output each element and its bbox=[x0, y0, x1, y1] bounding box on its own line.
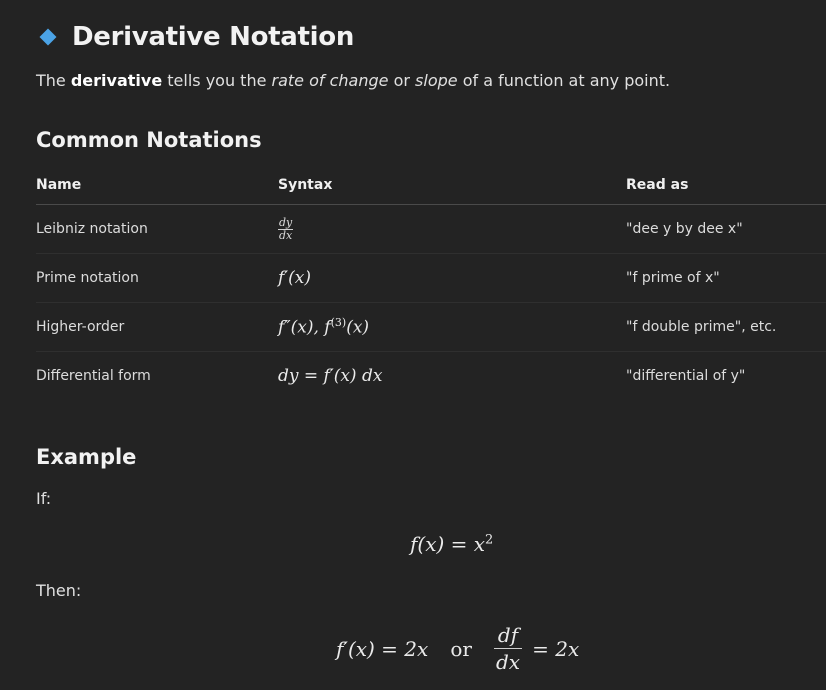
math-expression: = 2x bbox=[532, 636, 580, 661]
leibniz-fraction bbox=[278, 217, 293, 242]
fraction-denominator: dx bbox=[279, 228, 293, 242]
intro-text: or bbox=[388, 71, 416, 90]
table-row bbox=[36, 303, 826, 352]
fraction-denominator: dx bbox=[495, 650, 521, 674]
intro-text: of a function at any point. bbox=[457, 71, 671, 90]
cell-syntax bbox=[278, 254, 626, 303]
table-row bbox=[36, 352, 826, 401]
cell-name: Differential form bbox=[36, 368, 151, 384]
diamond-icon bbox=[40, 29, 57, 46]
math-expression: f(x) = x bbox=[410, 532, 486, 556]
notations-table bbox=[36, 166, 826, 400]
column-header-read-as: Read as bbox=[626, 166, 826, 205]
math-expression: f′(x) = 2x bbox=[336, 636, 429, 661]
math-superscript: (3) bbox=[330, 316, 347, 330]
cell-read-as: "f double prime", etc. bbox=[626, 303, 826, 352]
intro-paragraph bbox=[36, 71, 670, 90]
cell-syntax bbox=[278, 303, 626, 352]
math-expression: f′(x) bbox=[278, 268, 312, 288]
column-header-syntax: Syntax bbox=[278, 166, 626, 205]
cell-read-as: "dee y by dee x" bbox=[626, 205, 826, 254]
cell-name: Leibniz notation bbox=[36, 205, 278, 254]
equation-derivative bbox=[336, 624, 579, 673]
fraction-numerator: df bbox=[494, 624, 522, 649]
cell-syntax bbox=[278, 352, 626, 401]
intro-italic-term: slope bbox=[415, 71, 458, 90]
math-expression: dy = f′(x) dx bbox=[278, 366, 383, 386]
section-heading-example: Example bbox=[36, 445, 137, 469]
column-header-name: Name bbox=[36, 166, 278, 205]
leibniz-fraction bbox=[494, 624, 522, 673]
fraction-numerator: dy bbox=[279, 215, 293, 229]
intro-text: The bbox=[36, 71, 71, 90]
cell-name: Prime notation bbox=[36, 254, 278, 303]
table-header-row bbox=[36, 166, 826, 205]
intro-bold-term: derivative bbox=[70, 71, 163, 90]
cell-read-as: "f prime of x" bbox=[626, 254, 826, 303]
table-row bbox=[36, 205, 826, 254]
or-text: or bbox=[450, 636, 472, 661]
intro-italic-term: rate of change bbox=[271, 71, 389, 90]
section-heading-common-notations: Common Notations bbox=[36, 128, 262, 152]
then-label: Then: bbox=[36, 581, 82, 600]
intro-text: tells you the bbox=[162, 71, 272, 90]
if-label: If: bbox=[36, 489, 52, 508]
table-row bbox=[36, 254, 826, 303]
equation-function bbox=[410, 532, 493, 556]
cell-read-as: "differential of y" bbox=[626, 368, 746, 384]
page-title: Derivative Notation bbox=[72, 22, 355, 52]
page-title-row bbox=[40, 18, 354, 56]
cell-name: Higher-order bbox=[36, 303, 278, 352]
math-expression: (x) bbox=[346, 317, 370, 338]
math-expression: f″(x), f bbox=[278, 317, 331, 338]
math-superscript: 2 bbox=[485, 532, 494, 548]
cell-syntax bbox=[278, 205, 626, 254]
